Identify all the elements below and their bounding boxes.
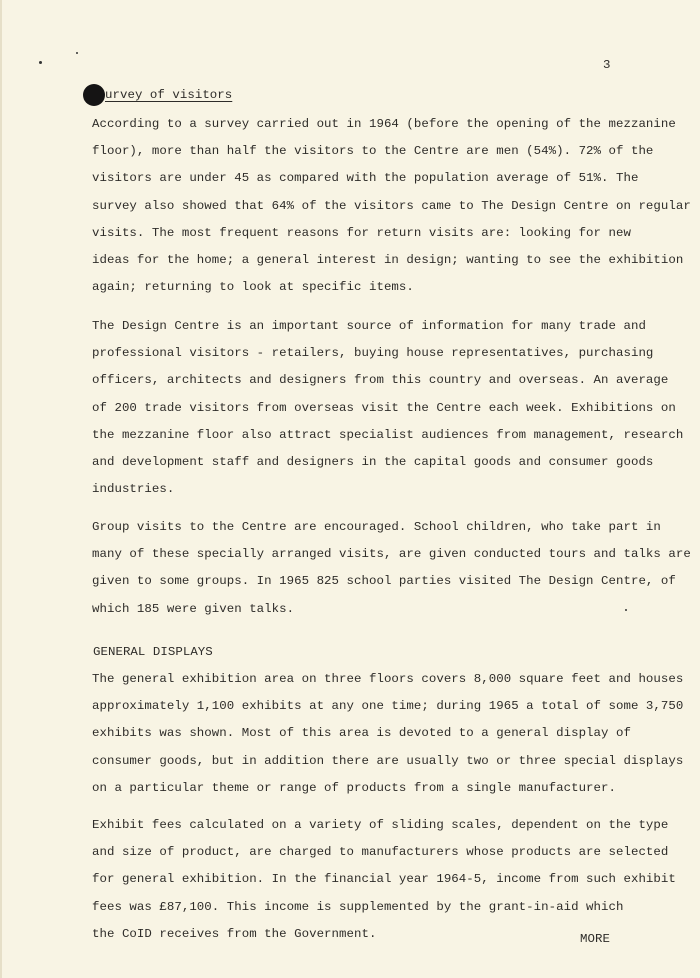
text-line: fees was £87,100. This income is supplemented by the grant-in-aid which	[92, 899, 624, 914]
text-line: and development staff and designers in the capital goods and consumer goods	[92, 454, 654, 469]
continuation-marker: MORE	[580, 932, 610, 946]
text-line: for general exhibition. In the financial year 1964-5, income from such exhibit	[92, 872, 676, 887]
text-line: many of these specially arranged visits, are given conducted tours and talks are	[92, 547, 691, 562]
text-line: the mezzanine floor also attract specialist audiences from management, research	[92, 427, 684, 442]
text-line: approximately 1,100 exhibits at any one time; during 1965 a total of some 3,750	[92, 699, 684, 714]
text-line: consumer goods, but in addition there are usually two or three special displays	[92, 753, 684, 768]
survey-paragraph-1	[92, 111, 691, 301]
survey-paragraph-2	[92, 313, 683, 503]
text-line: exhibits was shown. Most of this area is devoted to a general display of	[92, 726, 631, 741]
text-line: According to a survey carried out in 1964 (before the opening of the mezzanine	[92, 117, 676, 131]
paper-speck	[39, 61, 42, 64]
text-line: The Design Centre is an important source of information for many trade and	[92, 319, 646, 333]
text-line: and size of product, are charged to manufacturers whose products are selected	[92, 845, 669, 860]
text-line: which 185 were given talks.	[92, 601, 295, 616]
general-displays-paragraph-1	[92, 666, 683, 802]
text-line: of 200 trade visitors from overseas visit the Centre each week. Exhibitions on	[92, 400, 676, 415]
text-line: survey also showed that 64% of the visitors came to The Design Centre on regular	[92, 198, 691, 213]
text-line: visitors are under 45 as compared with the population average of 51%. The	[92, 171, 639, 186]
page-number: 3	[603, 58, 611, 72]
survey-heading: urvey of visitors	[105, 88, 233, 102]
text-line: officers, architects and designers from this country and overseas. An average	[92, 373, 669, 388]
general-displays-paragraph-2	[92, 812, 676, 948]
text-line: industries.	[92, 482, 175, 497]
text-line: professional visitors - retailers, buying house representatives, purchasing	[92, 346, 654, 361]
general-displays-heading: GENERAL DISPLAYS	[93, 645, 213, 659]
text-line: floor), more than half the visitors to the Centre are men (54%). 72% of the	[92, 144, 654, 159]
text-line: ideas for the home; a general interest in design; wanting to see the exhibition	[92, 252, 684, 267]
text-line: The general exhibition area on three floors covers 8,000 square feet and houses	[92, 672, 684, 686]
punch-hole	[83, 84, 105, 106]
text-line: on a particular theme or range of products from a single manufacturer.	[92, 780, 616, 795]
text-line: visits. The most frequent reasons for return visits are: looking for new	[92, 225, 631, 240]
text-line: Exhibit fees calculated on a variety of sliding scales, dependent on the type	[92, 818, 669, 832]
text-line: again; returning to look at specific items.	[92, 280, 414, 295]
survey-paragraph-3	[92, 514, 691, 623]
paper-speck	[76, 52, 78, 54]
text-line: Group visits to the Centre are encouraged. School children, who take part in	[92, 520, 661, 534]
text-line: the CoID receives from the Government.	[92, 926, 377, 941]
text-line: given to some groups. In 1965 825 school parties visited The Design Centre, of	[92, 574, 676, 589]
